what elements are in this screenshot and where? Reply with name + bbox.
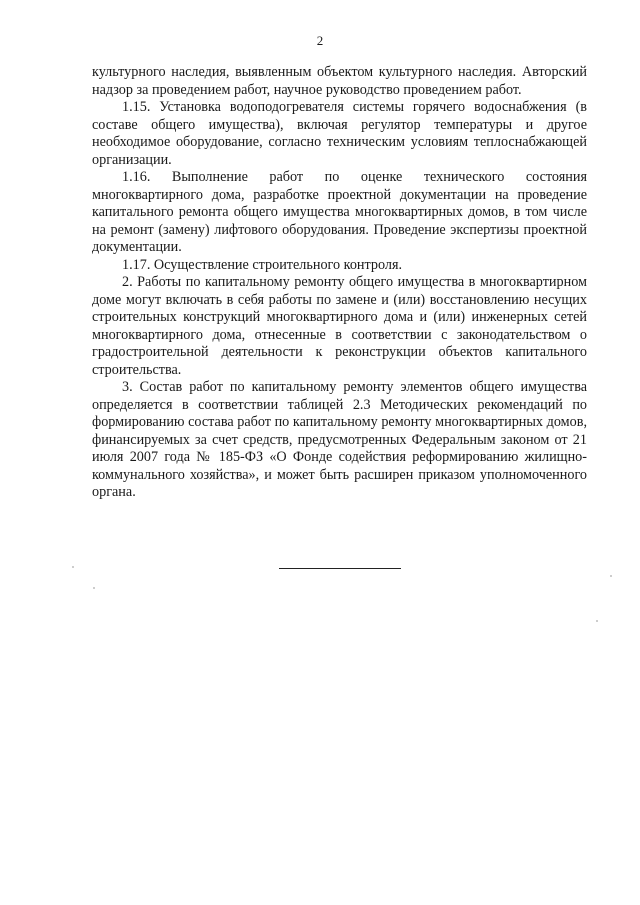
paragraph-2: 2. Работы по капитальному ремонту общего имущества в многоквартирном доме могут включать в себя работы по замене и (или) восстановлению несущих строительных конструкций многоквартирного дома и (или) инженерных сетей многоквартирного дома, отнесенные в соответствии с законодательством о градостроительной деятельности к реконструкции объектов капитального строительства.: [92, 274, 587, 378]
scan-speck: [72, 566, 74, 568]
closing-rule: [279, 568, 401, 569]
paragraph-intro: культурного наследия, выявленным объектом культурного наследия. Авторский надзор за проведением работ, научное руководство проведением работ.: [92, 64, 587, 98]
paragraph-1-15: 1.15. Установка водоподогревателя системы горячего водоснабжения (в составе общего имущества), включая регулятор температуры и другое необходимое оборудование, согласно техническим условиям теплоснабжающей организации.: [92, 99, 587, 168]
page-number: 2: [316, 33, 324, 48]
document-body: [92, 64, 587, 502]
scan-speck: [93, 587, 95, 589]
paragraph-3: 3. Состав работ по капитальному ремонту элементов общего имущества определяется в соответствии таблицей 2.3 Методических рекомендаций по формированию состава работ по капитальному ремонту многоквартирных домов, финансируемых за счет средств, предусмотренных Федеральным законом от 21 июля 2007 года № 185-ФЗ «О Фонде содействия реформированию жилищно-коммунального хозяйства», и может быть расширен приказом уполномоченного органа.: [92, 379, 587, 500]
scan-speck: [610, 575, 612, 577]
paragraph-1-16: 1.16. Выполнение работ по оценке технического состояния многоквартирного дома, разработке проектной документации на проведение капитального ремонта общего имущества многоквартирных домов, в том числе на ремонт (замену) лифтового оборудования. Проведение экспертизы проектной документации.: [92, 169, 587, 255]
scan-speck: [596, 620, 598, 622]
paragraph-1-17: 1.17. Осуществление строительного контроля.: [122, 256, 403, 273]
